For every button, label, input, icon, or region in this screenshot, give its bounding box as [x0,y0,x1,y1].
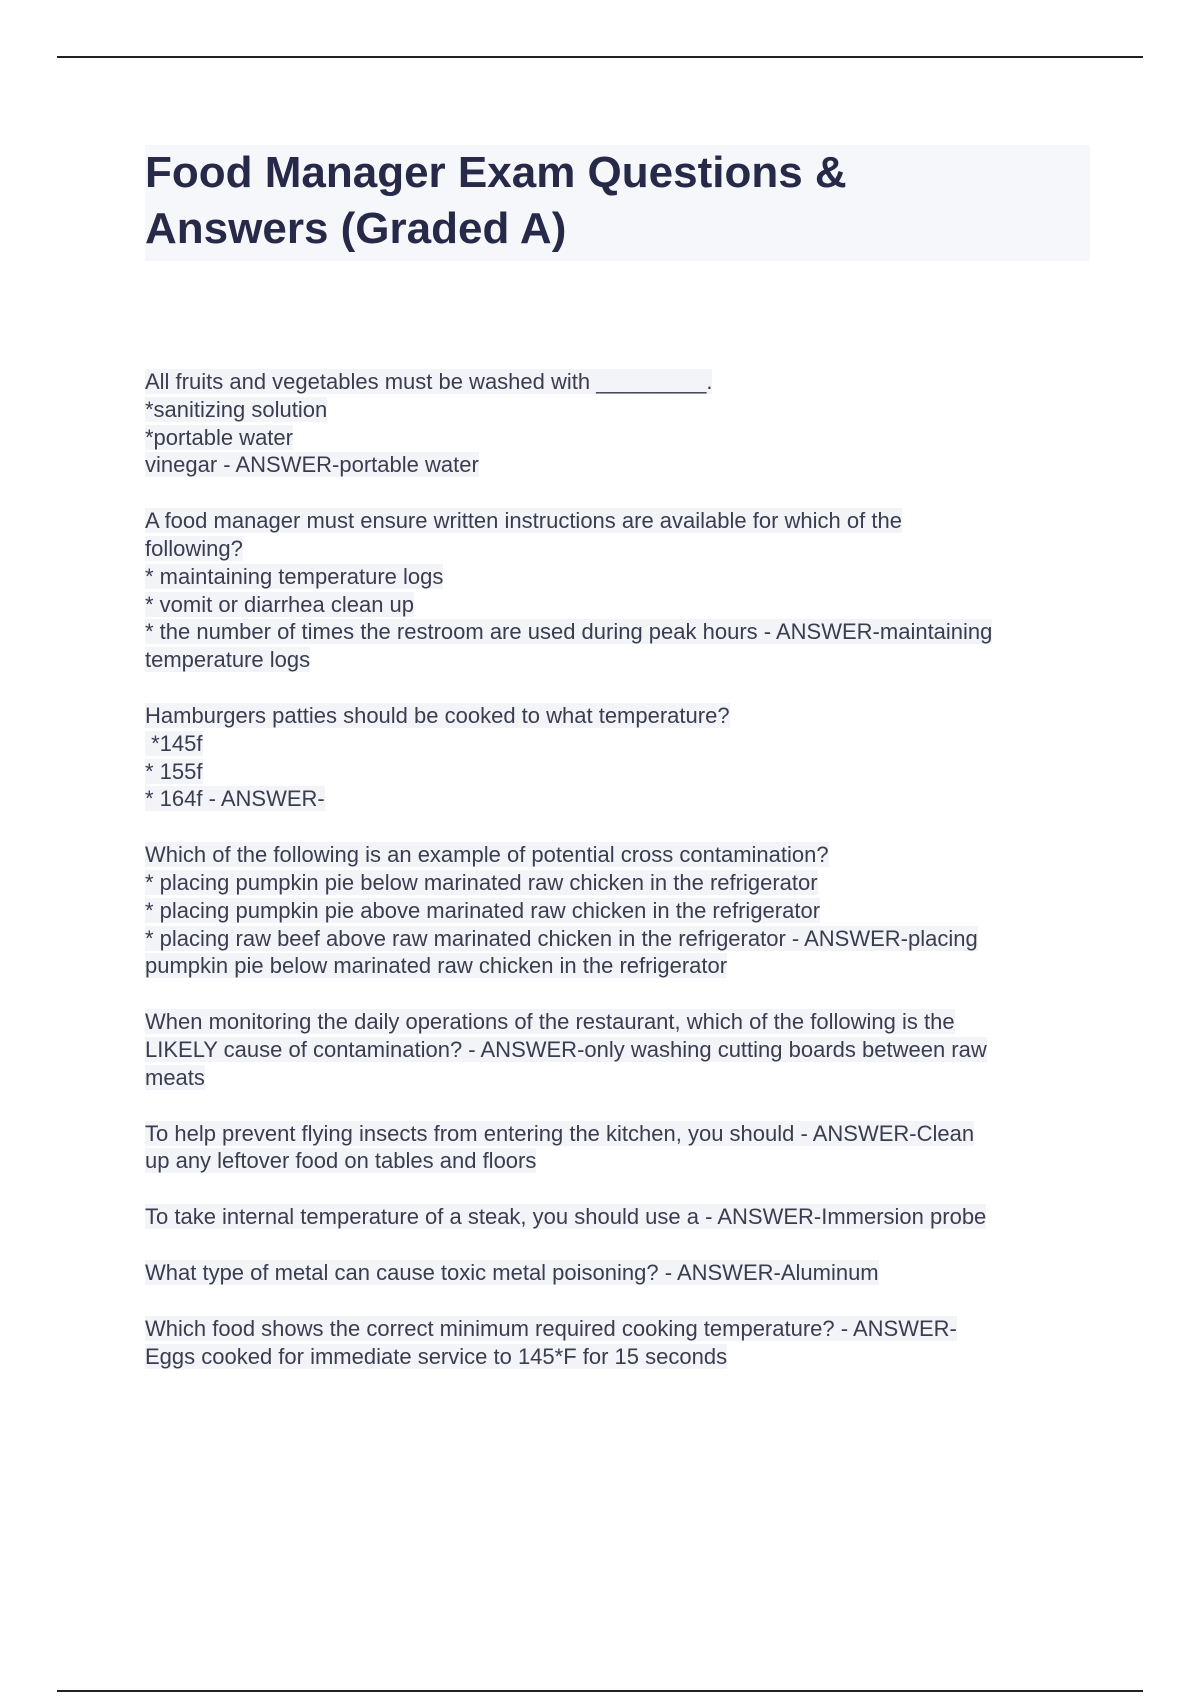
qa-line-text: * the number of times the restroom are used during peak hours - ANSWER-maintaining [145,619,993,645]
qa-line-text: LIKELY cause of contamination? - ANSWER-only washing cutting boards between raw [145,1036,987,1062]
qa-line-text: temperature logs [145,647,311,673]
qa-line-text: meats [145,1064,205,1090]
qa-line [145,646,1090,674]
qa-line-text: * placing raw beef above raw marinated chicken in the refrigerator - ANSWER-placing [145,925,978,951]
qa-line [145,424,1090,452]
qa-item [145,1120,1090,1176]
qa-line [145,563,1090,591]
footer-rule [57,1690,1143,1692]
qa-line [145,758,1090,786]
title-line: Food Manager Exam Questions & [145,148,847,197]
qa-line [145,535,1090,563]
qa-line-text: Which food shows the correct minimum required cooking temperature? - ANSWER- [145,1315,957,1341]
qa-line [145,1203,1090,1231]
qa-line-text: * 155f [145,758,203,784]
qa-line [145,925,1090,953]
qa-line-text: *portable water [145,424,293,450]
qa-line [145,1259,1090,1287]
qa-item [145,1203,1090,1231]
qa-line [145,591,1090,619]
qa-line-text: *145f [145,730,203,756]
qa-line-text: * 164f - ANSWER- [145,786,325,812]
qa-line [145,702,1090,730]
page-title [145,145,1090,257]
qa-line [145,1036,1090,1064]
qa-line [145,1147,1090,1175]
header-rule [57,56,1143,58]
qa-line-text: To take internal temperature of a steak, you should use a - ANSWER-Immersion probe [145,1204,987,1230]
qa-line [145,451,1090,479]
title-block [145,145,1090,261]
qa-line-text: vinegar - ANSWER-portable water [145,452,479,478]
qa-line-text: * placing pumpkin pie above marinated raw chicken in the refrigerator [145,897,821,923]
qa-item [145,1315,1090,1371]
qa-item [145,368,1090,479]
qa-line [145,869,1090,897]
qa-line-text: Eggs cooked for immediate service to 145*F for 15 seconds [145,1343,728,1369]
qa-line [145,507,1090,535]
qa-line [145,1343,1090,1371]
qa-item [145,1259,1090,1287]
qa-line [145,396,1090,424]
qa-line-text: A food manager must ensure written instructions are available for which of the [145,508,902,534]
qa-line-text: up any leftover food on tables and floors [145,1148,537,1174]
qa-line [145,1120,1090,1148]
qa-list [145,368,1090,1398]
qa-line [145,952,1090,980]
qa-line [145,368,1090,396]
qa-line-text: pumpkin pie below marinated raw chicken in the refrigerator [145,953,728,979]
qa-line [145,785,1090,813]
qa-item [145,1008,1090,1091]
qa-line [145,897,1090,925]
qa-line [145,1315,1090,1343]
qa-line-text: What type of metal can cause toxic metal poisoning? - ANSWER-Aluminum [145,1259,879,1285]
qa-line [145,730,1090,758]
qa-line-text: *sanitizing solution [145,396,328,422]
qa-line [145,1008,1090,1036]
title-line: Answers (Graded A) [145,204,567,253]
qa-line-text: To help prevent flying insects from entering the kitchen, you should - ANSWER-Clean [145,1120,975,1146]
qa-item [145,702,1090,813]
qa-item [145,507,1090,674]
qa-line-text: Which of the following is an example of potential cross contamination? [145,842,829,868]
qa-line-text: * maintaining temperature logs [145,563,444,589]
qa-line-text: Hamburgers patties should be cooked to what temperature? [145,702,730,728]
qa-line-text: * placing pumpkin pie below marinated raw chicken in the refrigerator [145,869,818,895]
qa-line [145,618,1090,646]
qa-line-text: All fruits and vegetables must be washed with _________. [145,369,713,394]
qa-item [145,841,1090,980]
qa-line-text: * vomit or diarrhea clean up [145,591,415,617]
qa-line [145,1064,1090,1092]
qa-line-text: When monitoring the daily operations of the restaurant, which of the following is the [145,1009,955,1035]
qa-line-text: following? [145,535,243,561]
qa-line [145,841,1090,869]
